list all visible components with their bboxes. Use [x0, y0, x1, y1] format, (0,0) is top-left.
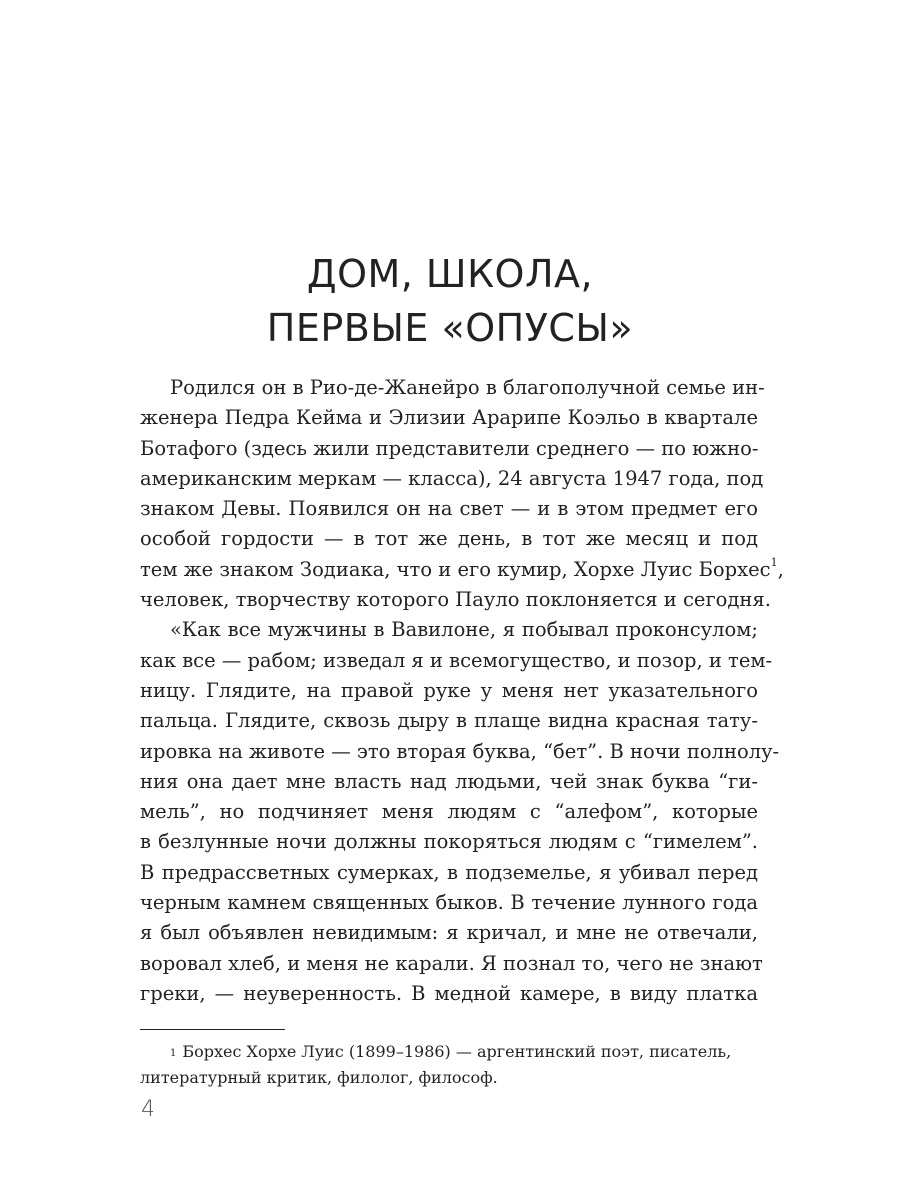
- text-line: греки, — неуверенность. В медной камере, в виду платка: [140, 981, 758, 1005]
- text-line: я был объявлен невидимым: я кричал, и мне не отвечали,: [140, 921, 758, 945]
- page-number: 4: [141, 1097, 155, 1122]
- footnote-divider: [140, 1029, 285, 1030]
- footnote-marker: 1: [170, 1048, 177, 1059]
- text-line: Родился он в Рио-де-Жанейро в благополучной семье ин-: [170, 376, 765, 399]
- text-line: Ботафого (здесь жили представители среднего — по южно-: [140, 436, 759, 460]
- text-line-tail: ,: [777, 557, 784, 581]
- chapter-title-line-1: ДОМ, ШКОЛА,: [306, 252, 594, 297]
- text-line: мель”, но подчиняет меня людям с “алефом”, которые: [140, 800, 758, 824]
- text-line: В предрассветных сумерках, в подземелье, я убивал перед: [140, 860, 758, 884]
- text-line-with-footnote: [140, 555, 784, 585]
- text-line: ировка на животе — это вторая буква, “бет”. В ночи полнолу-: [140, 739, 780, 763]
- text-line: черным камнем священных быков. В течение лунного года: [140, 891, 758, 915]
- body-text: [140, 373, 784, 1009]
- text-line-content: тем же знаком Зодиака, что и его кумир, Хорхе Луис Борхес: [140, 557, 771, 581]
- text-line: американским меркам — класса), 24 августа 1947 года, под: [140, 466, 764, 490]
- chapter-title: [140, 247, 760, 355]
- text-line: знаком Девы. Появился он на свет — и в этом предмет его: [140, 497, 758, 521]
- text-line: «Как все мужчины в Вавилоне, я побывал проконсулом;: [170, 618, 758, 642]
- text-line: женера Педра Кейма и Элизии Арарипе Коэльо в квартале: [140, 406, 758, 430]
- footnote-line-1: [140, 1039, 760, 1065]
- footnote-text-1: Борхес Хорхе Луис (1899–1986) — аргентинский поэт, писатель,: [182, 1042, 732, 1061]
- text-line: пальца. Глядите, сквозь дыру в плаще видна красная тату-: [140, 709, 758, 733]
- text-line: ницу. Глядите, на правой руке у меня нет указательного: [140, 678, 758, 702]
- footnote-line-2: литературный критик, филолог, философ.: [140, 1068, 498, 1087]
- footnote: [140, 1039, 760, 1091]
- text-line: воровал хлеб, и меня не карали. Я познал то, чего не знают: [140, 951, 763, 975]
- text-line: особой гордости — в тот же день, в тот же месяц и под: [140, 527, 758, 551]
- text-line: как все — рабом; изведал я и всемогущество, и позор, и тем-: [140, 648, 773, 672]
- text-line: человек, творчеству которого Пауло поклоняется и сегодня.: [140, 588, 771, 612]
- chapter-title-line-2: ПЕРВЫЕ «ОПУСЫ»: [266, 306, 634, 351]
- footnote-reference: 1: [770, 555, 778, 569]
- text-line: ния она дает мне власть над людьми, чей знак буква “ги-: [140, 769, 758, 793]
- text-line: в безлунные ночи должны покоряться людям с “гимелем”.: [140, 830, 758, 854]
